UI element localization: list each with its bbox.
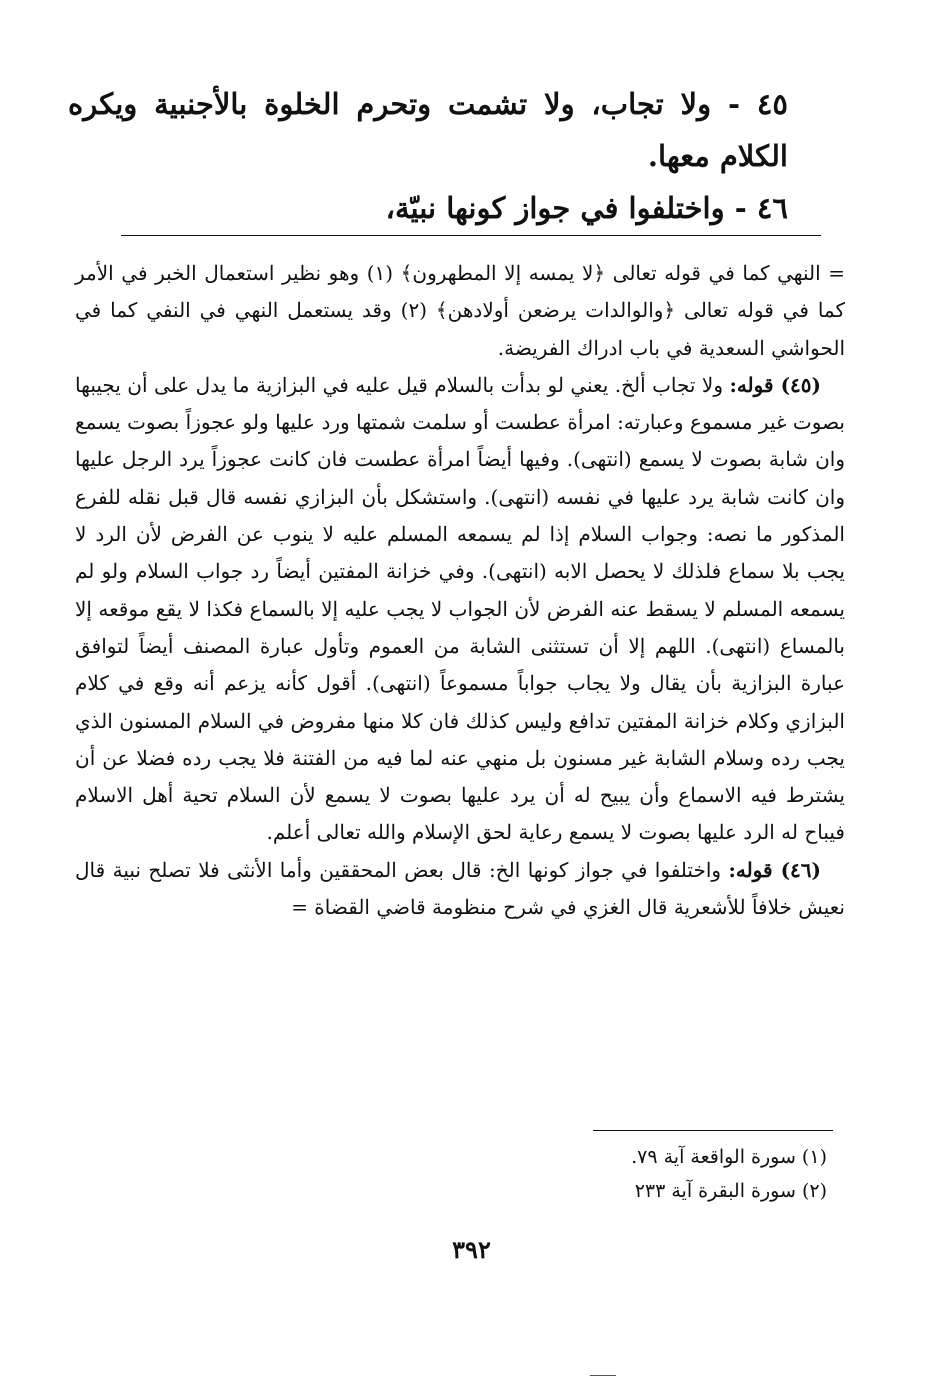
main-text — [68, 78, 788, 234]
footnote: (١) سورة الواقعة آية ٧٩. — [631, 1146, 827, 1168]
commentary-body: ولا تجاب ألخ. يعني لو بدأت بالسلام قيل عليه في البزازية ما يدل على أن يجيبها بصوت غير مسموع وعبارته: امرأة عطست أو سلمت شمتها ورد عليها ولو عجوزاً بصوت يسمع وان شابة بصوت لا يسمع (انتهى). وفيها أيضاً امرأة عطست فان كانت عجوزاً يرد الرجل عليها وان كانت شابة يرد عليها في نفسه (انتهى). واستشكل بأن البزازي نفسه قال قبل نقله للفرع المذكور ما نصه: وجواب السلام إذا لم يسمعه المسلم عليه لا ينوب عن الفرض لأن الرد لا يجب بلا سماع فلذلك لا يحصل الابه (انتهى). وفي خزانة المفتين أيضاً رد جواب السلام ولو لم يسمعه المسلم لا يسقط عنه الفرض لأن الجواب لا يجب عليه إلا بالسماع فكذا لا يقع موقعه إلا بالمساع (انتهى). اللهم إلا أن تستثنى الشابة من العموم وتأول عبارة المصنف أيضاً لتوافق عبارة البزازية بأن يقال ولا يجاب جواباً مسموعاً (انتهى). أقول كأنه يزعم أنه وقع في كلام البزازي وكلام خزانة المفتين تدافع وليس كذلك فان كلا منها مفروض في السلام المسنون الذي يجب رده وسلام الشابة غير مسنون بل منهي عنه لما فيه من الفتنة فلا يجب رده فضلا عن أن يشترط فيه الاسماع وأن يبيح له أن يرد عليها بصوت لا يسمع لأن السلام تحية أهل الاسلام فيباح له الرد عليها بصوت لا يسمع رعاية لحق الإسلام والله تعالى أعلم. — [75, 372, 845, 845]
footnote: (٢) سورة البقرة آية ٢٣٣ — [634, 1180, 827, 1202]
footnotes — [327, 1140, 827, 1208]
footnote-divider — [593, 1130, 833, 1131]
commentary-keyword: (٤٦) قوله: — [728, 857, 821, 882]
page-number: ٣٩٢ — [452, 1235, 491, 1264]
commentary-paragraph: = النهي كما في قوله تعالى ﴿لا يمسه إلا المطهرون﴾ (١) وهو نظير استعمال الخبر في الأمر كما في قوله تعالى ﴿والوالدات يرضعن أولادهن﴾ (٢) وقد يستعمل النهي في النفي كما في الحواشي السعدية في باب ادراك الفريضة. — [75, 261, 845, 360]
text-divider — [121, 235, 821, 236]
main-item-45: ٤٥ - ولا تجاب، ولا تشمت وتحرم الخلوة بالأجنبية ويكره الكلام معها. — [68, 87, 788, 173]
commentary — [75, 255, 845, 926]
main-item-46: ٤٦ - واختلفوا في جواز كونها نبيّة، — [385, 191, 788, 225]
commentary-paragraph — [75, 852, 845, 927]
scan-mark — [590, 1375, 616, 1376]
commentary-paragraph — [75, 367, 845, 852]
commentary-body: واختلفوا في جواز كونها الخ: قال بعض المحققين وأما الأنثى فلا تصلح نبية قال نعيش خلافاً للأشعرية قال الغزي في شرح منظومة قاضي القضاة = — [75, 857, 845, 920]
commentary-keyword: (٤٥) قوله: — [729, 372, 821, 397]
